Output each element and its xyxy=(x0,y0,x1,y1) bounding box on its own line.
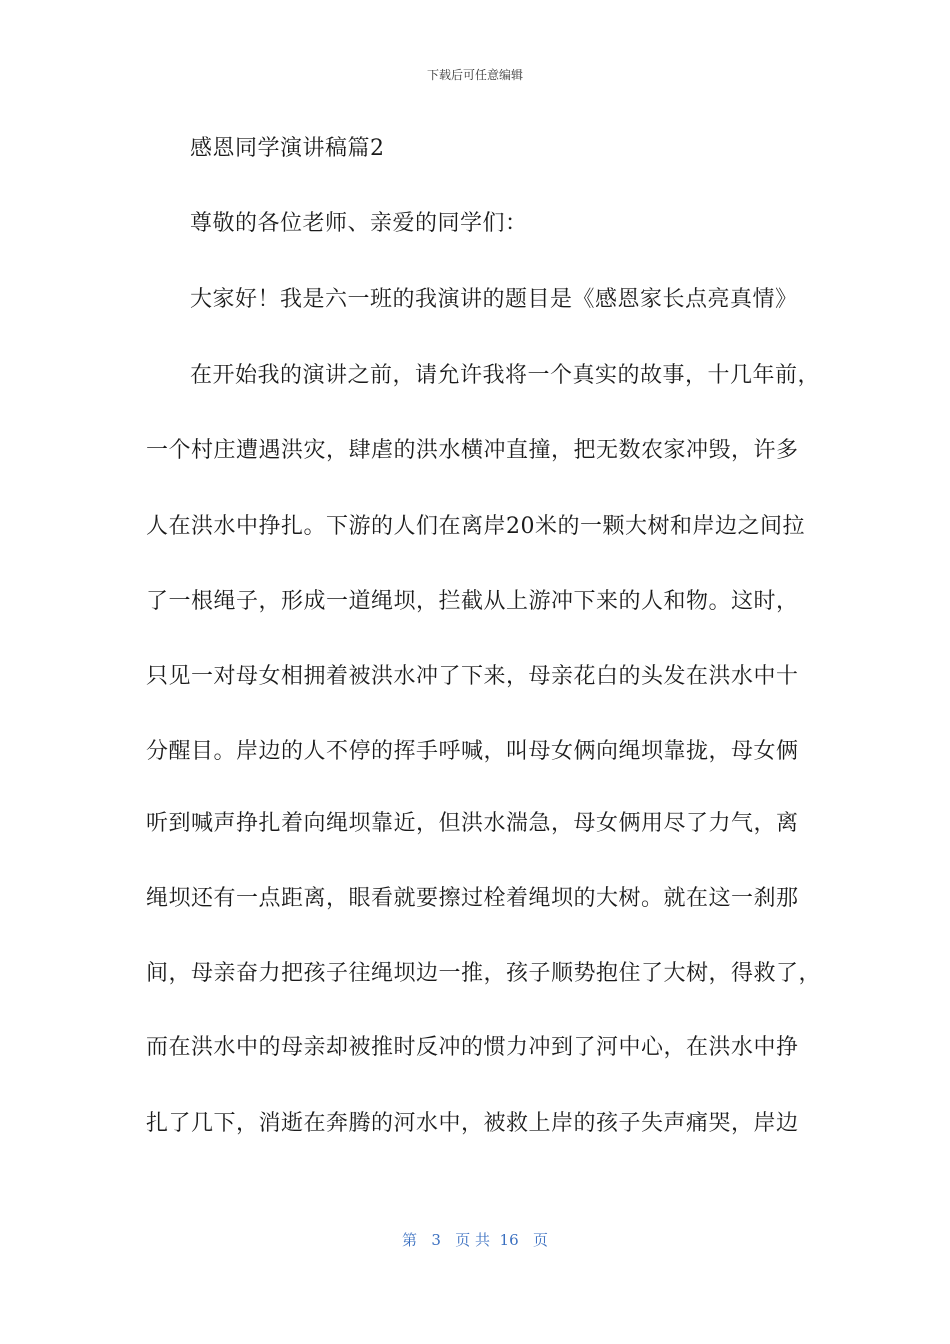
body-line: 了一根绳子，形成一道绳坝，拦截从上游冲下来的人和物。这时， xyxy=(146,589,799,614)
body-line: 间，母亲奋力把孩子往绳坝边一推，孩子顺势抱住了大树，得救了， xyxy=(146,961,822,986)
body-line: 绳坝还有一点距离，眼看就要擦过栓着绳坝的大树。就在这一刹那 xyxy=(146,886,799,911)
greeting: 大家好！我是六一班的我演讲的题目是《感恩家长点亮真情》 xyxy=(190,287,798,312)
body-line: 只见一对母女相拥着被洪水冲了下来，母亲花白的头发在洪水中十 xyxy=(146,664,799,689)
footer-suffix: 页 xyxy=(532,1231,548,1249)
body-line: 分醒目。岸边的人不停的挥手呼喊，叫母女俩向绳坝靠拢，母女俩 xyxy=(146,739,799,764)
body-line: 听到喊声挣扎着向绳坝靠近，但洪水湍急，母女俩用尽了力气，离 xyxy=(146,811,799,836)
footer-prefix: 第 xyxy=(402,1231,418,1249)
page-footer xyxy=(0,1229,950,1250)
page-header: 下载后可任意编辑 xyxy=(426,68,523,82)
body-line: 在开始我的演讲之前，请允许我将一个真实的故事，十几年前， xyxy=(190,363,821,388)
body-line: 人在洪水中挣扎。下游的人们在离岸20米的一颗大树和岸边之间拉 xyxy=(146,514,805,539)
body-line: 扎了几下，消逝在奔腾的河水中，被救上岸的孩子失声痛哭，岸边 xyxy=(146,1111,799,1136)
body-line: 而在洪水中的母亲却被推时反冲的惯力冲到了河中心，在洪水中挣 xyxy=(146,1035,799,1060)
footer-page-number: 3 xyxy=(431,1231,441,1249)
document-title: 感恩同学演讲稿篇2 xyxy=(190,136,385,161)
body-line: 一个村庄遭遇洪灾，肆虐的洪水横冲直撞，把无数农家冲毁，许多 xyxy=(146,438,799,463)
footer-total-pages: 16 xyxy=(499,1231,519,1249)
footer-middle: 页 共 xyxy=(455,1231,490,1249)
salutation: 尊敬的各位老师、亲爱的同学们： xyxy=(190,211,528,236)
